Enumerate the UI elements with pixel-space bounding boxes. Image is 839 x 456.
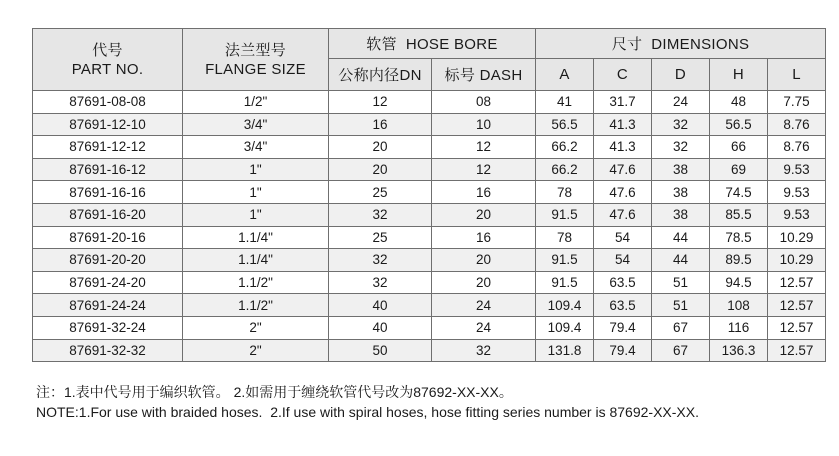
- dim-a-cell: 66.2: [536, 158, 594, 181]
- table-row: [33, 249, 826, 272]
- dim-h-cell: 116: [710, 316, 768, 339]
- dim-l-cell: 12.57: [768, 316, 826, 339]
- part-number-cell: 87691-24-20: [33, 271, 183, 294]
- flange-size-cell: 3/4": [183, 113, 329, 136]
- dim-l-cell: 12.57: [768, 271, 826, 294]
- dim-a-cell: 91.5: [536, 203, 594, 226]
- dim-c-cell: 47.6: [594, 158, 652, 181]
- dim-h-cell: 78.5: [710, 226, 768, 249]
- dim-c-cell: 63.5: [594, 294, 652, 317]
- dim-c-cell: 63.5: [594, 271, 652, 294]
- hose-dash-cell: 10: [432, 113, 536, 136]
- table-row: [33, 158, 826, 181]
- flange-size-cell: 1/2": [183, 91, 329, 114]
- hose-dash-cell: 24: [432, 316, 536, 339]
- hose-dash-cell: 20: [432, 203, 536, 226]
- dim-d-cell: 38: [652, 203, 710, 226]
- dim-h-cell: 85.5: [710, 203, 768, 226]
- part-number-cell: 87691-32-32: [33, 339, 183, 362]
- dim-c-cell: 47.6: [594, 181, 652, 204]
- table-row: [33, 91, 826, 114]
- table-row: [33, 136, 826, 159]
- dim-a-cell: 66.2: [536, 136, 594, 159]
- hose-dn-cell: 25: [329, 181, 432, 204]
- dim-l-header: L: [768, 59, 826, 91]
- dim-d-cell: 44: [652, 226, 710, 249]
- dim-l-cell: 10.29: [768, 226, 826, 249]
- flange-size-cell: 1": [183, 181, 329, 204]
- dimensions-header: 尺寸 DIMENSIONS: [536, 29, 826, 59]
- dim-a-cell: 109.4: [536, 294, 594, 317]
- dim-d-cell: 32: [652, 113, 710, 136]
- dash-header: 标号 DASH: [432, 59, 536, 91]
- dim-h-cell: 89.5: [710, 249, 768, 272]
- dim-l-cell: 9.53: [768, 158, 826, 181]
- table-row: [33, 226, 826, 249]
- flange-size-cell: 3/4": [183, 136, 329, 159]
- dim-l-cell: 8.76: [768, 113, 826, 136]
- part-number-cell: 87691-16-16: [33, 181, 183, 204]
- dim-d-cell: 38: [652, 181, 710, 204]
- table-row: [33, 294, 826, 317]
- dim-c-cell: 54: [594, 226, 652, 249]
- part-number-cell: 87691-16-12: [33, 158, 183, 181]
- dim-l-cell: 8.76: [768, 136, 826, 159]
- dim-c-cell: 47.6: [594, 203, 652, 226]
- hose-dn-cell: 40: [329, 316, 432, 339]
- table-row: [33, 316, 826, 339]
- dim-a-cell: 131.8: [536, 339, 594, 362]
- flange-size-header-cn: 法兰型号: [224, 41, 287, 59]
- part-number-cell: 87691-08-08: [33, 91, 183, 114]
- dim-h-cell: 69: [710, 158, 768, 181]
- hose-dn-cell: 12: [329, 91, 432, 114]
- table-row: [33, 339, 826, 362]
- dim-c-header: C: [594, 59, 652, 91]
- table-row: [33, 271, 826, 294]
- flange-size-header-en: FLANGE SIZE: [205, 60, 306, 78]
- dim-l-cell: 12.57: [768, 294, 826, 317]
- part-number-header-en: PART NO.: [71, 60, 144, 78]
- hose-dash-cell: 12: [432, 136, 536, 159]
- dim-c-cell: 79.4: [594, 316, 652, 339]
- dim-c-cell: 41.3: [594, 136, 652, 159]
- flange-size-cell: 1.1/4": [183, 226, 329, 249]
- hose-dash-cell: 32: [432, 339, 536, 362]
- part-number-header: [33, 29, 183, 91]
- dim-c-cell: 79.4: [594, 339, 652, 362]
- table-body: [33, 91, 826, 362]
- dim-h-cell: 74.5: [710, 181, 768, 204]
- hose-dn-cell: 32: [329, 249, 432, 272]
- hose-dn-cell: 32: [329, 271, 432, 294]
- dim-h-cell: 66: [710, 136, 768, 159]
- dim-l-cell: 9.53: [768, 203, 826, 226]
- dim-l-cell: 10.29: [768, 249, 826, 272]
- hose-dn-cell: 20: [329, 136, 432, 159]
- dim-l-cell: 9.53: [768, 181, 826, 204]
- fitting-spec-table: [32, 28, 826, 362]
- flange-size-header: [183, 29, 329, 91]
- hose-dash-cell: 12: [432, 158, 536, 181]
- table-row: [33, 113, 826, 136]
- dim-h-cell: 48: [710, 91, 768, 114]
- dim-d-cell: 67: [652, 339, 710, 362]
- flange-size-cell: 2": [183, 339, 329, 362]
- table-row: [33, 181, 826, 204]
- dim-a-cell: 56.5: [536, 113, 594, 136]
- hose-dash-cell: 08: [432, 91, 536, 114]
- dim-h-header: H: [710, 59, 768, 91]
- dim-l-cell: 7.75: [768, 91, 826, 114]
- dim-a-cell: 91.5: [536, 249, 594, 272]
- part-number-cell: 87691-24-24: [33, 294, 183, 317]
- dim-a-cell: 41: [536, 91, 594, 114]
- dim-c-cell: 31.7: [594, 91, 652, 114]
- part-number-header-cn: 代号: [92, 41, 123, 59]
- part-number-cell: 87691-20-16: [33, 226, 183, 249]
- dim-d-cell: 38: [652, 158, 710, 181]
- dim-a-cell: 109.4: [536, 316, 594, 339]
- hose-dash-cell: 16: [432, 181, 536, 204]
- dim-h-cell: 56.5: [710, 113, 768, 136]
- dim-c-cell: 54: [594, 249, 652, 272]
- flange-size-cell: 1.1/4": [183, 249, 329, 272]
- hose-dn-cell: 50: [329, 339, 432, 362]
- part-number-cell: 87691-12-10: [33, 113, 183, 136]
- flange-size-cell: 1": [183, 203, 329, 226]
- dim-d-cell: 51: [652, 271, 710, 294]
- part-number-cell: 87691-16-20: [33, 203, 183, 226]
- hose-dash-cell: 20: [432, 271, 536, 294]
- dim-l-cell: 12.57: [768, 339, 826, 362]
- dim-h-cell: 94.5: [710, 271, 768, 294]
- dim-d-cell: 67: [652, 316, 710, 339]
- part-number-cell: 87691-32-24: [33, 316, 183, 339]
- flange-size-cell: 1.1/2": [183, 294, 329, 317]
- dim-d-cell: 32: [652, 136, 710, 159]
- dim-h-cell: 108: [710, 294, 768, 317]
- table-row: [33, 203, 826, 226]
- hose-dash-cell: 16: [432, 226, 536, 249]
- part-number-cell: 87691-20-20: [33, 249, 183, 272]
- flange-size-cell: 1": [183, 158, 329, 181]
- hose-dn-cell: 16: [329, 113, 432, 136]
- dim-a-header: A: [536, 59, 594, 91]
- flange-size-cell: 2": [183, 316, 329, 339]
- note-english: NOTE:1.For use with braided hoses. 2.If use with spiral hoses, hose fitting series number is 87692-XX-XX.: [36, 404, 699, 420]
- dim-d-cell: 51: [652, 294, 710, 317]
- dim-c-cell: 41.3: [594, 113, 652, 136]
- hose-dn-cell: 40: [329, 294, 432, 317]
- dim-a-cell: 91.5: [536, 271, 594, 294]
- dn-header: 公称内径DN: [329, 59, 432, 91]
- hose-dn-cell: 32: [329, 203, 432, 226]
- hose-dash-cell: 20: [432, 249, 536, 272]
- hose-dash-cell: 24: [432, 294, 536, 317]
- part-number-cell: 87691-12-12: [33, 136, 183, 159]
- hose-dn-cell: 25: [329, 226, 432, 249]
- hose-dn-cell: 20: [329, 158, 432, 181]
- dim-a-cell: 78: [536, 181, 594, 204]
- dim-d-header: D: [652, 59, 710, 91]
- flange-size-cell: 1.1/2": [183, 271, 329, 294]
- dim-d-cell: 44: [652, 249, 710, 272]
- note-chinese: 注：1.表中代号用于编织软管。 2.如需用于缠绕软管代号改为87692-XX-XX。: [36, 384, 513, 400]
- dim-h-cell: 136.3: [710, 339, 768, 362]
- dim-a-cell: 78: [536, 226, 594, 249]
- hose-bore-header: 软管 HOSE BORE: [329, 29, 536, 59]
- dim-d-cell: 24: [652, 91, 710, 114]
